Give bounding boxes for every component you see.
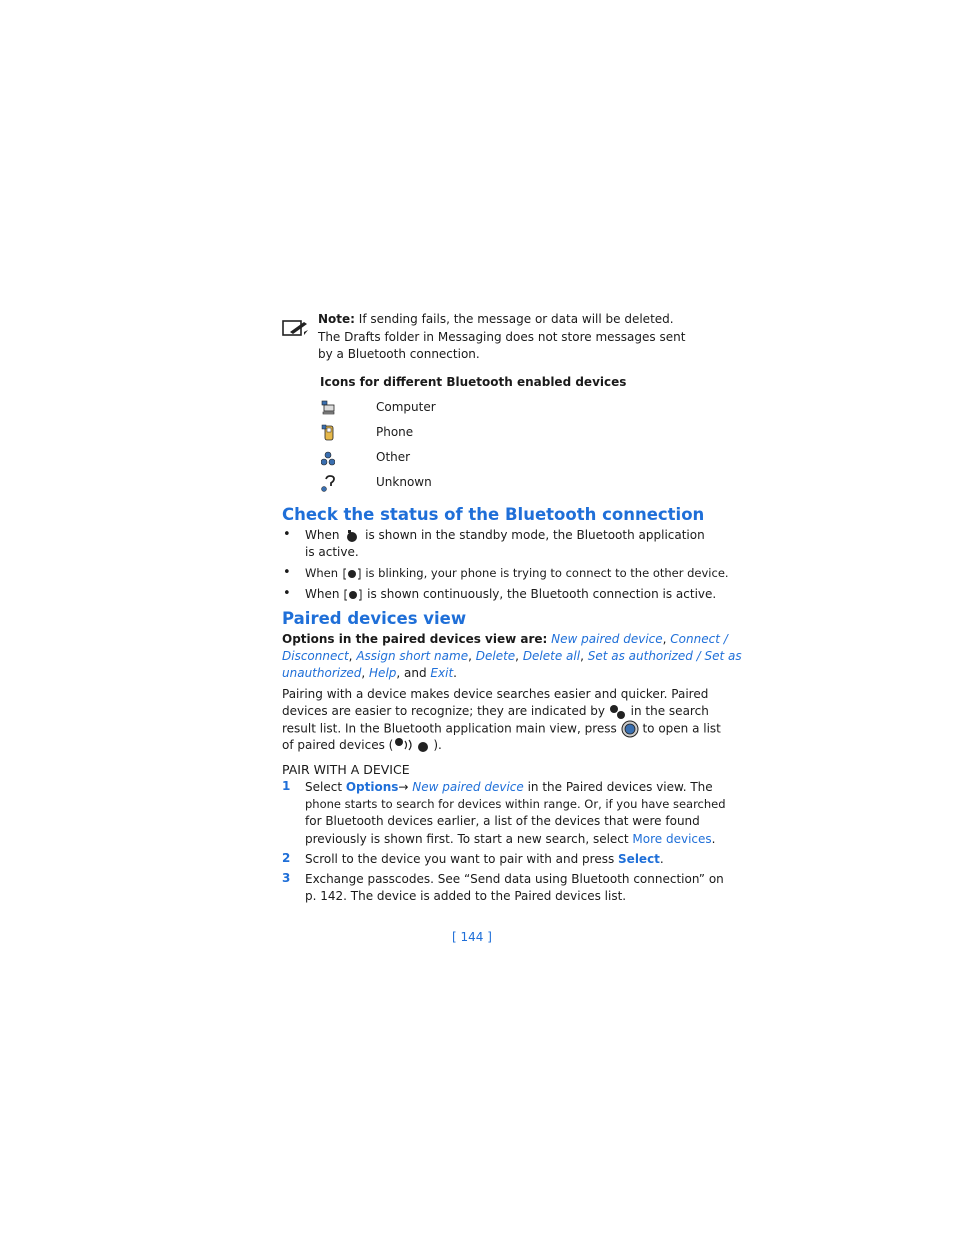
note-line-2: The Drafts folder in Messaging does not store messages sent bbox=[318, 330, 686, 344]
option-delete-all: Delete all bbox=[522, 649, 581, 663]
status-bullet-2: When is blinking, your phone is trying to connect to the other device. bbox=[305, 566, 729, 580]
icons-table-heading: Icons for different Bluetooth enabled devices bbox=[320, 375, 627, 389]
status-bullet-3: When is shown continuously, the Bluetooth connection is active. bbox=[305, 587, 717, 601]
unknown-device-icon bbox=[321, 475, 335, 492]
phone-icon bbox=[321, 424, 335, 441]
step-2-number: 2 bbox=[282, 851, 291, 865]
bullet-3-marker: • bbox=[283, 586, 291, 601]
step-1-number: 1 bbox=[282, 779, 291, 793]
step-3-line-2: p. 142. The device is added to the Paired devices list. bbox=[305, 889, 627, 903]
step-1-line-2: phone starts to search for devices within range. Or, if you have searched bbox=[305, 797, 726, 811]
options-line-1: Options in the paired devices view are: New paired device, Connect / bbox=[282, 632, 728, 646]
step-3-number: 3 bbox=[282, 871, 291, 885]
note-line-3: by a Bluetooth connection. bbox=[318, 347, 480, 361]
status-section-title: Check the status of the Bluetooth connection bbox=[282, 505, 705, 524]
option-delete: Delete bbox=[475, 649, 516, 663]
option-set-as-authorized: Set as authorized / Set as bbox=[587, 649, 742, 663]
step-3-line-1: Exchange passcodes. See “Send data using Bluetooth connection” on bbox=[305, 872, 724, 886]
note-icon bbox=[282, 318, 308, 338]
note-line-1: Note: If sending fails, the message or data will be deleted. bbox=[318, 312, 674, 326]
page-number: [ 144 ] bbox=[452, 930, 492, 944]
icon-row-computer-label: Computer bbox=[376, 400, 436, 414]
step-1-line-1: Select Options→ New paired device in the Paired devices view. The bbox=[305, 780, 713, 794]
step-1-line-3: for Bluetooth devices earlier, a list of the devices that were found bbox=[305, 814, 700, 828]
computer-icon bbox=[321, 400, 335, 415]
menu-options: Options bbox=[345, 780, 399, 794]
step-1-line-4: previously is shown first. To start a new search, select More devices. bbox=[305, 832, 716, 846]
navi-key-icon bbox=[621, 720, 639, 738]
bluetooth-connection-icon bbox=[343, 567, 361, 581]
option-assign-short-name: Assign short name bbox=[356, 649, 469, 663]
option-unauthorized: unauthorized bbox=[282, 666, 362, 680]
paired-device-icon bbox=[609, 704, 627, 720]
status-bullet-1: When is shown in the standby mode, the Bluetooth application bbox=[305, 528, 705, 542]
paired-para-line-3: result list. In the Bluetooth application main view, press to open a list bbox=[282, 720, 721, 738]
paired-section-title: Paired devices view bbox=[282, 609, 467, 628]
menu-more-devices: More devices bbox=[632, 832, 712, 846]
option-new-paired-device: New paired device bbox=[551, 632, 663, 646]
bullet-2-marker: • bbox=[283, 565, 291, 580]
icon-row-unknown-label: Unknown bbox=[376, 475, 432, 489]
softkey-select: Select bbox=[618, 852, 660, 866]
icon-row-other-label: Other bbox=[376, 450, 411, 464]
paired-para-line-4: of paired devices ( ). bbox=[282, 738, 442, 752]
pair-device-heading: PAIR WITH A DEVICE bbox=[282, 762, 410, 777]
option-exit: Exit bbox=[430, 666, 454, 680]
status-bullet-1-line2: is active. bbox=[305, 545, 359, 559]
icon-row-phone-label: Phone bbox=[376, 425, 414, 439]
option-disconnect: Disconnect bbox=[282, 649, 349, 663]
note-label: Note: bbox=[318, 312, 355, 326]
paired-devices-tab-icon bbox=[393, 737, 433, 754]
options-line-3: unauthorized, Help, and Exit. bbox=[282, 666, 457, 680]
menu-new-paired-device: New paired device bbox=[412, 780, 524, 794]
paired-para-line-2: devices are easier to recognize; they are indicated by in the search bbox=[282, 704, 709, 718]
step-2-line-1: Scroll to the device you want to pair with and press Select. bbox=[305, 852, 664, 866]
paired-para-line-1: Pairing with a device makes device searches easier and quicker. Paired bbox=[282, 687, 709, 701]
other-device-icon bbox=[321, 451, 335, 466]
option-help: Help bbox=[369, 666, 397, 680]
option-connect: Connect / bbox=[670, 632, 728, 646]
bluetooth-standby-icon bbox=[345, 529, 359, 543]
bluetooth-connection-icon bbox=[344, 588, 362, 602]
options-line-2: Disconnect, Assign short name, Delete, Delete all, Set as authorized / Set as bbox=[282, 649, 742, 663]
bullet-1-marker: • bbox=[283, 527, 291, 542]
